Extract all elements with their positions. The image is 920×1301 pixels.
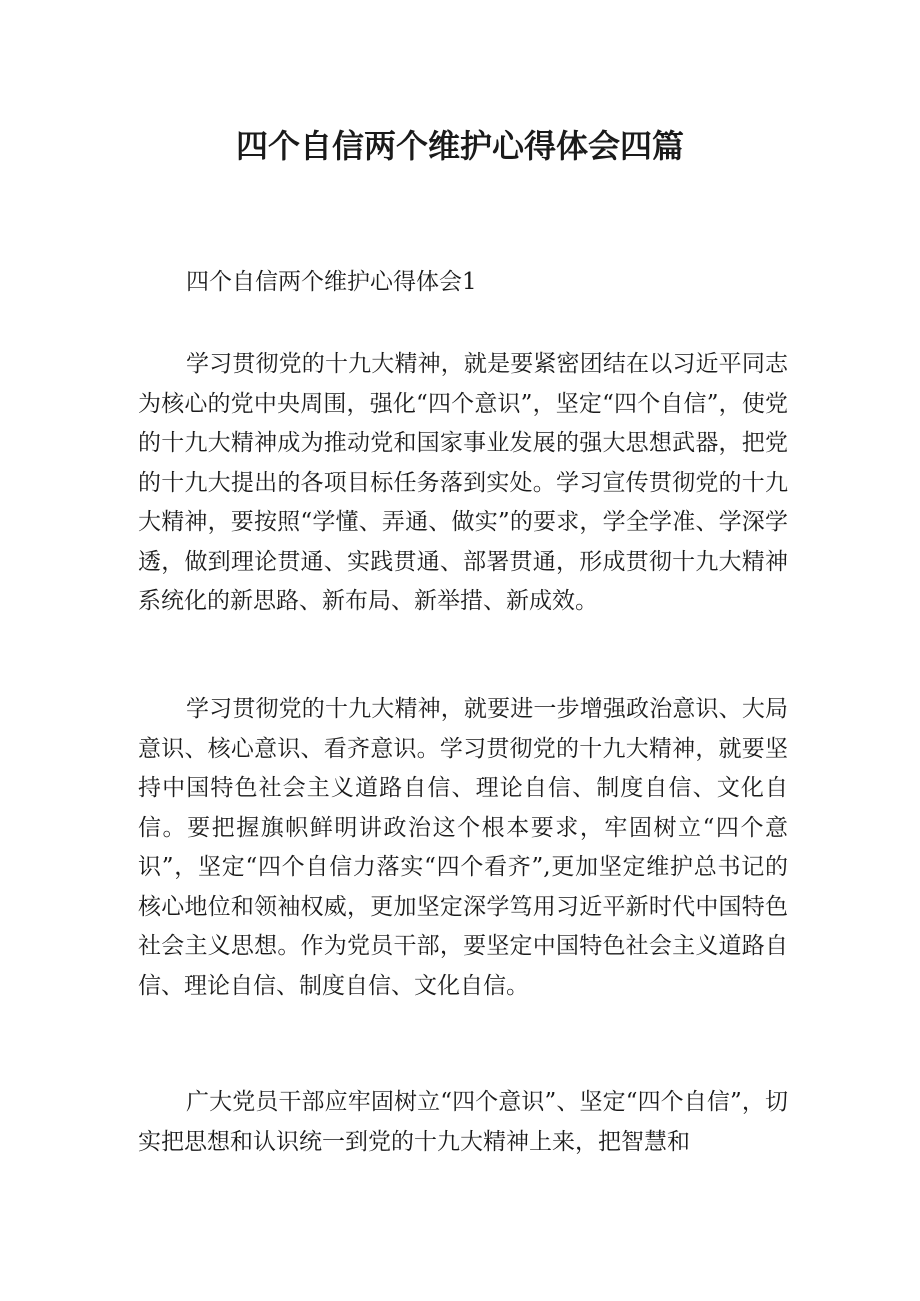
paragraph-1: 学习贯彻党的十九大精神，就是要紧密团结在以习近平同志为核心的党中央周围，强化“四个意识”，坚定“四个自信”，使党的十九大精神成为推动党和国家事业发展的强大思想武器，把党的十九大提出的各项目标任务落到实处。学习宣传贯彻党的十九大精神，要按照“学懂、弄通、做实”的要求，学全学准、学深学透，做到理论贯通、实践贯通、部署贯通，形成贯彻十九大精神系统化的新思路、新布局、新举措、新成效。 — [138, 351, 788, 614]
paragraph-2: 学习贯彻党的十九大精神，就要进一步增强政治意识、大局意识、核心意识、看齐意识。学习贯彻党的十九大精神，就要坚持中国特色社会主义道路自信、理论自信、制度自信、文化自信。要把握旗帜鲜明讲政治这个根本要求，牢固树立“四个意识”，坚定“四个自信力落实“四个看齐”,更加坚定维护总书记的核心地位和领袖权威，更加坚定深学笃用习近平新时代中国特色社会主义思想。作为党员干部，要坚定中国特色社会主义道路自信、理论自信、制度自信、文化自信。 — [138, 696, 788, 999]
document-title: 四个自信两个维护心得体会四篇 — [235, 127, 684, 165]
section-heading: 四个自信两个维护心得体会1 — [186, 269, 477, 295]
paragraph-3: 广大党员干部应牢固树立“四个意识”、坚定“四个自信”，切实把思想和认识统一到党的十九大精神上来，把智慧和 — [138, 1089, 788, 1155]
